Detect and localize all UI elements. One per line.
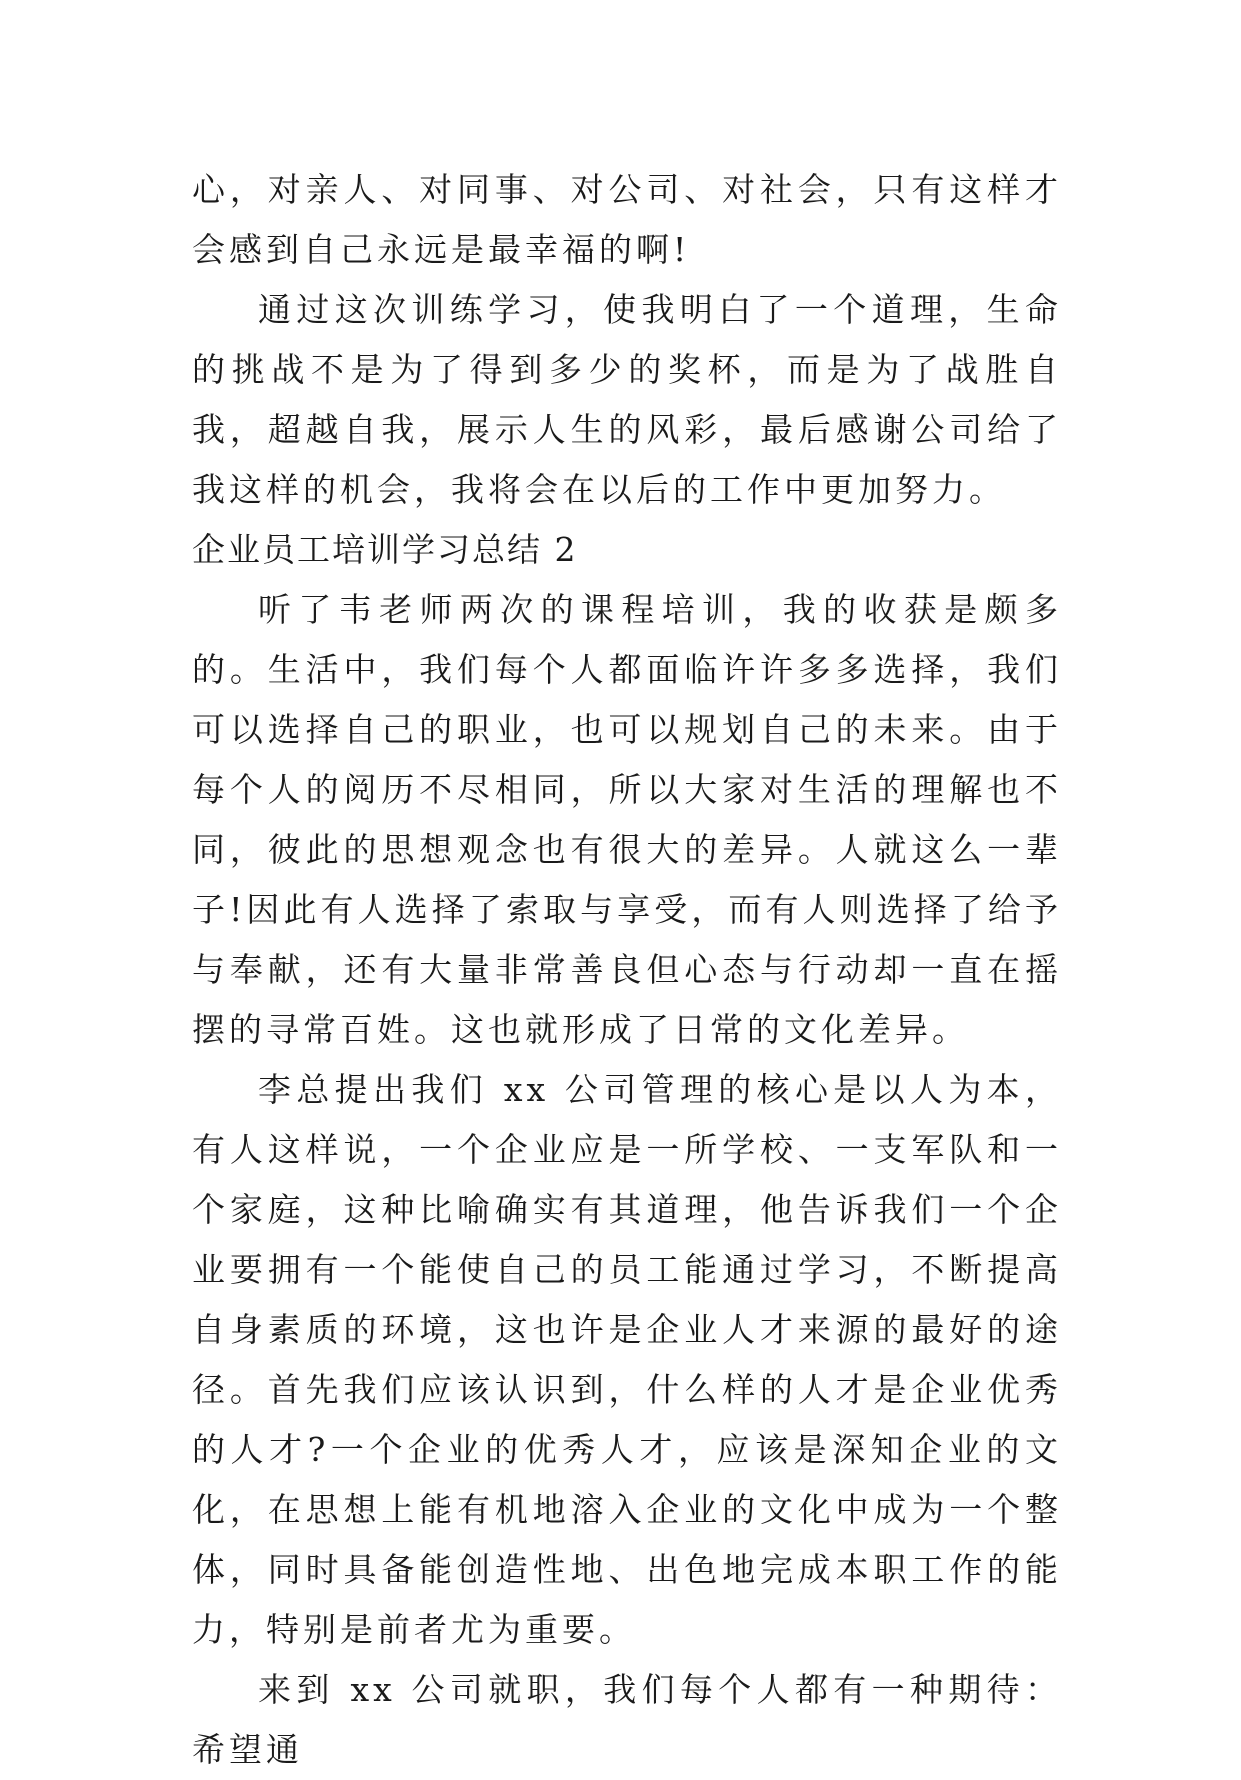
paragraph-continuation: 心，对亲人、对同事、对公司、对社会，只有这样才会感到自己永远是最幸福的啊! [192,170,1062,269]
section-heading: 企业员工培训学习总结 2 [192,530,578,569]
paragraph-joining-company: 来到 xx 公司就职，我们每个人都有一种期待：希望通 [192,1670,1062,1769]
paragraph-training-summary: 通过这次训练学习，使我明白了一个道理，生命的挑战不是为了得到多少的奖杯，而是为了战胜自我，超越自我，展示人生的风彩，最后感谢公司给了我这样的机会，我将会在以后的工作中更加努力。 [192,290,1062,509]
paragraph-course-reflection: 听了韦老师两次的课程培训，我的收获是颇多的。生活中，我们每个人都面临许许多多选择，我们可以选择自己的职业，也可以规划自己的未来。由于每个人的阅历不尽相同，所以大家对生活的理解也不同，彼此的思想观念也有很大的差异。人就这么一辈子!因此有人选择了索取与享受，而有人则选择了给予与奉献，还有大量非常善良但心态与行动却一直在摇摆的寻常百姓。这也就形成了日常的文化差异。 [192,590,1062,1049]
paragraph-management-core: 李总提出我们 xx 公司管理的核心是以人为本，有人这样说，一个企业应是一所学校、一支军队和一个家庭，这种比喻确实有其道理，他告诉我们一个企业要拥有一个能使自己的员工能通过学习，不断提高自身素质的环境，这也许是企业人才来源的最好的途径。首先我们应该认识到，什么样的人才是企业优秀的人才?一个企业的优秀人才，应该是深知企业的文化，在思想上能有机地溶入企业的文化中成为一个整体，同时具备能创造性地、出色地完成本职工作的能力，特别是前者尤为重要。 [192,1070,1062,1649]
document-body [192,160,1062,1780]
